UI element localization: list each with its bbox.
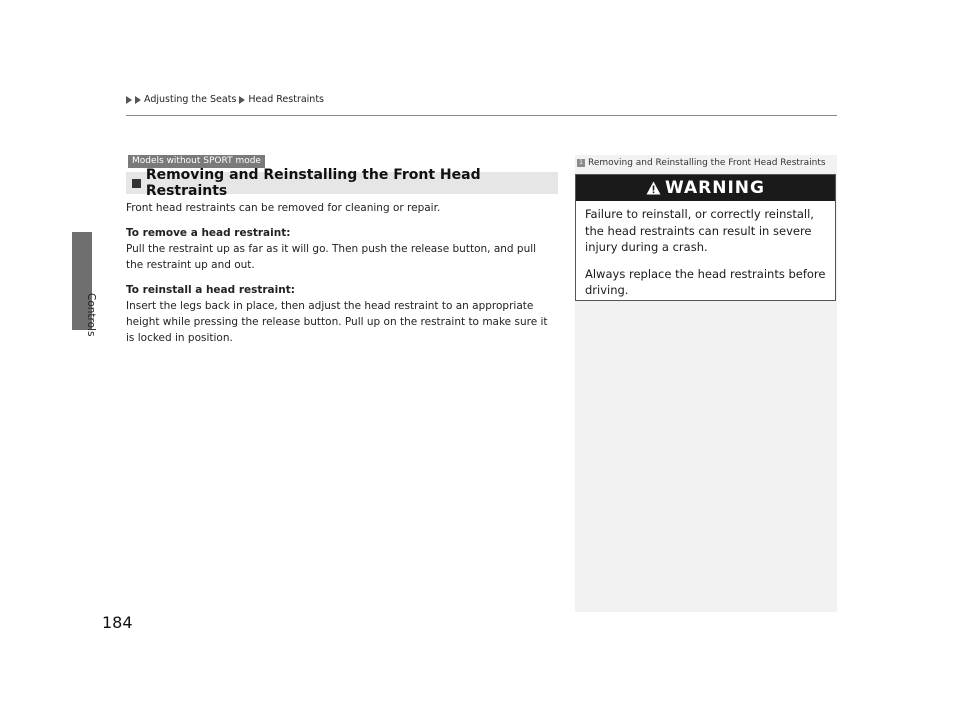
- warning-triangle-icon: [646, 181, 661, 195]
- warning-body: [576, 201, 835, 299]
- breadcrumb: [126, 94, 324, 105]
- model-badge: Models without SPORT mode: [128, 155, 265, 168]
- body-text: [126, 200, 556, 346]
- breadcrumb-arrow-icon: [135, 96, 141, 104]
- warning-box: [575, 174, 836, 301]
- section-header: [126, 167, 558, 199]
- chapter-label: Controls: [85, 293, 97, 337]
- breadcrumb-item-seats[interactable]: Adjusting the Seats: [144, 94, 237, 105]
- remove-heading: To remove a head restraint:: [126, 227, 291, 239]
- reference-marker-icon: 1: [577, 159, 585, 167]
- remove-paragraph: Pull the restraint up as far as it will go. Then push the release button, and pull the restraint up and out.: [126, 243, 537, 271]
- warning-header: [576, 175, 835, 201]
- breadcrumb-item-head-restraints[interactable]: Head Restraints: [248, 94, 325, 105]
- header-divider: [126, 115, 837, 116]
- warning-label: WARNING: [665, 178, 765, 198]
- warning-text-2: Always replace the head restraints before driving.: [585, 266, 826, 297]
- intro-paragraph: Front head restraints can be removed for cleaning or repair.: [126, 202, 441, 214]
- reinstall-paragraph: Insert the legs back in place, then adjust the head restraint to an appropriate height while pressing the release button. Pull up on the restraint to make sure it is locked in position.: [126, 300, 548, 344]
- section-square-icon: [132, 179, 141, 188]
- side-panel-title[interactable]: Removing and Reinstalling the Front Head Restraints: [588, 158, 826, 168]
- section-title: Removing and Reinstalling the Front Head Restraints: [145, 167, 481, 199]
- breadcrumb-arrow-icon: [126, 96, 132, 104]
- warning-text-1: Failure to reinstall, or correctly reinstall, the head restraints can result in severe injury during a crash.: [585, 207, 814, 254]
- breadcrumb-arrow-icon: [239, 96, 245, 104]
- page-number: 184: [102, 613, 133, 632]
- reinstall-heading: To reinstall a head restraint:: [126, 284, 295, 296]
- side-panel-heading: [577, 158, 826, 168]
